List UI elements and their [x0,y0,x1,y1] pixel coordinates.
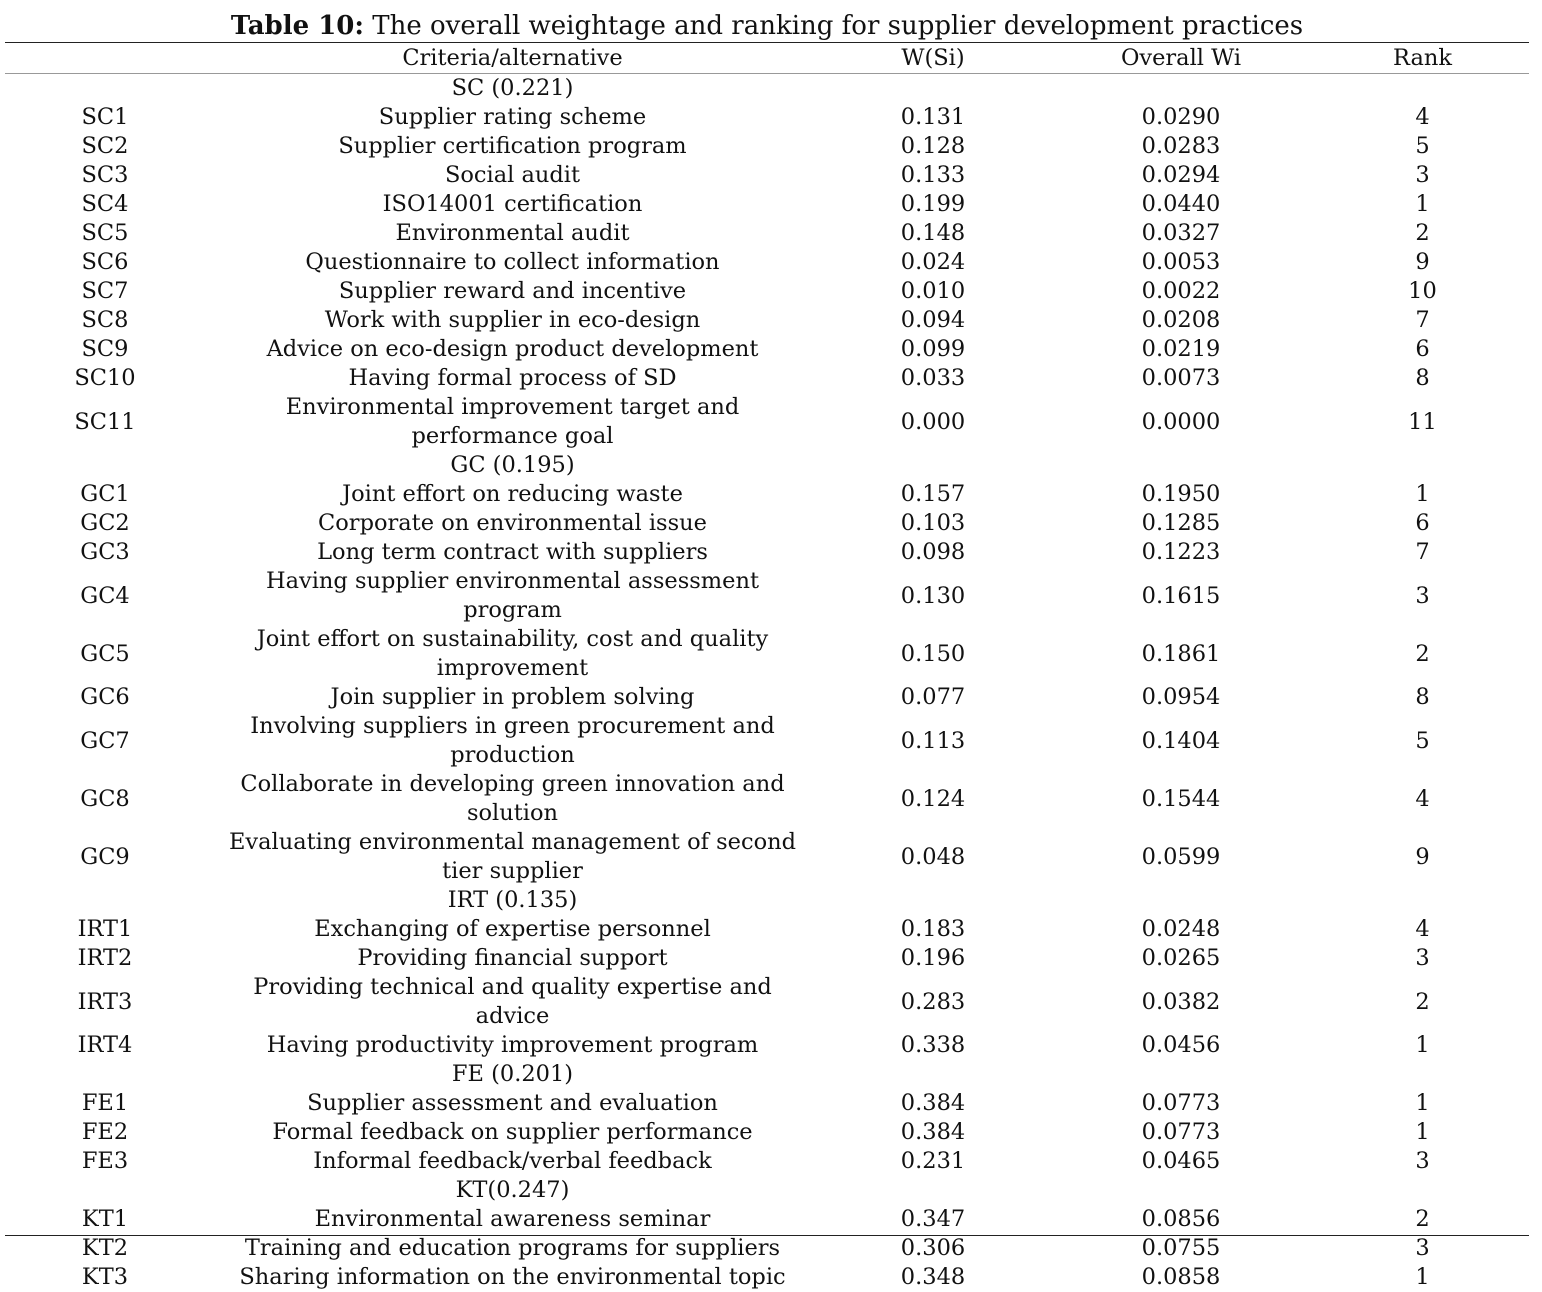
table-row [5,219,1529,248]
header-rank: Rank [1316,44,1529,74]
overall-wi-cell: 0.1404 [1046,712,1316,770]
overall-wi-cell: 0.0382 [1046,973,1316,1031]
rank-cell: 3 [1316,1234,1529,1263]
criteria-cell: Questionnaire to collect information [205,248,820,277]
code-cell: IRT3 [5,973,205,1031]
group-row [5,74,1529,104]
overall-wi-cell: 0.0000 [1046,393,1316,451]
group-code-cell [5,1176,205,1205]
table-row [5,973,1529,1031]
group-wsi-cell [820,74,1046,104]
table-row [5,1234,1529,1263]
table-row [5,306,1529,335]
wsi-cell: 0.124 [820,770,1046,828]
wsi-cell: 0.033 [820,364,1046,393]
code-cell: GC4 [5,567,205,625]
wsi-cell: 0.384 [820,1089,1046,1118]
table-row [5,190,1529,219]
rank-cell: 3 [1316,567,1529,625]
criteria-cell: Joint effort on reducing waste [205,480,820,509]
header-row [5,44,1529,74]
wsi-cell: 0.150 [820,625,1046,683]
overall-wi-cell: 0.1544 [1046,770,1316,828]
wsi-cell: 0.113 [820,712,1046,770]
group-code-cell [5,886,205,915]
criteria-cell: Supplier rating scheme [205,103,820,132]
code-cell: FE1 [5,1089,205,1118]
criteria-cell: ISO14001 certification [205,190,820,219]
wsi-cell: 0.196 [820,944,1046,973]
wsi-cell: 0.133 [820,161,1046,190]
criteria-cell: Having productivity improvement program [205,1031,820,1060]
criteria-cell: Joint effort on sustainability, cost and quality improvement [205,625,820,683]
code-cell: SC7 [5,277,205,306]
table-row [5,1089,1529,1118]
criteria-cell: Evaluating environmental management of second tier supplier [205,828,820,886]
table-row [5,103,1529,132]
group-title: KT(0.247) [205,1176,820,1205]
rank-cell: 1 [1316,1118,1529,1147]
wsi-cell: 0.338 [820,1031,1046,1060]
group-overall-cell [1046,74,1316,104]
table-row [5,915,1529,944]
overall-wi-cell: 0.0856 [1046,1205,1316,1234]
rank-cell: 5 [1316,132,1529,161]
wsi-cell: 0.231 [820,1147,1046,1176]
rank-cell: 4 [1316,770,1529,828]
criteria-cell: Work with supplier in eco-design [205,306,820,335]
code-cell: SC8 [5,306,205,335]
header-wsi: W(Si) [820,44,1046,74]
criteria-cell: Having formal process of SD [205,364,820,393]
rank-cell: 1 [1316,480,1529,509]
wsi-cell: 0.306 [820,1234,1046,1263]
code-cell: IRT2 [5,944,205,973]
overall-wi-cell: 0.0755 [1046,1234,1316,1263]
rank-cell: 9 [1316,248,1529,277]
table-row [5,1147,1529,1176]
criteria-cell: Environmental audit [205,219,820,248]
group-row [5,1176,1529,1205]
overall-wi-cell: 0.0219 [1046,335,1316,364]
wsi-cell: 0.283 [820,973,1046,1031]
overall-wi-cell: 0.0773 [1046,1089,1316,1118]
rank-cell: 7 [1316,306,1529,335]
top-rule [5,42,1529,43]
code-cell: GC7 [5,712,205,770]
rank-cell: 2 [1316,625,1529,683]
table-row [5,277,1529,306]
table-row [5,712,1529,770]
overall-wi-cell: 0.0073 [1046,364,1316,393]
overall-wi-cell: 0.0294 [1046,161,1316,190]
group-rank-cell [1316,1176,1529,1205]
code-cell: FE3 [5,1147,205,1176]
group-wsi-cell [820,1176,1046,1205]
group-wsi-cell [820,451,1046,480]
table-row [5,828,1529,886]
criteria-cell: Long term contract with suppliers [205,538,820,567]
table-row [5,132,1529,161]
criteria-cell: Formal feedback on supplier performance [205,1118,820,1147]
criteria-cell: Social audit [205,161,820,190]
code-cell: GC6 [5,683,205,712]
overall-wi-cell: 0.0022 [1046,277,1316,306]
table-row [5,1263,1529,1292]
wsi-cell: 0.024 [820,248,1046,277]
criteria-cell: Providing financial support [205,944,820,973]
criteria-cell: Informal feedback/verbal feedback [205,1147,820,1176]
table-row [5,770,1529,828]
group-overall-cell [1046,1060,1316,1089]
table-row [5,248,1529,277]
rank-cell: 4 [1316,915,1529,944]
code-cell: SC5 [5,219,205,248]
criteria-cell: Collaborate in developing green innovation and solution [205,770,820,828]
overall-wi-cell: 0.1285 [1046,509,1316,538]
group-title: GC (0.195) [205,451,820,480]
table-caption [0,10,1534,42]
code-cell: SC11 [5,393,205,451]
group-title: FE (0.201) [205,1060,820,1089]
group-overall-cell [1046,451,1316,480]
group-title: SC (0.221) [205,74,820,104]
table-row [5,944,1529,973]
overall-wi-cell: 0.0456 [1046,1031,1316,1060]
rank-cell: 6 [1316,509,1529,538]
wsi-cell: 0.128 [820,132,1046,161]
group-wsi-cell [820,1060,1046,1089]
criteria-cell: Supplier certification program [205,132,820,161]
rank-cell: 11 [1316,393,1529,451]
criteria-cell: Supplier assessment and evaluation [205,1089,820,1118]
rank-cell: 3 [1316,944,1529,973]
rank-cell: 2 [1316,973,1529,1031]
table-body [5,74,1529,1292]
code-cell: SC2 [5,132,205,161]
wsi-cell: 0.000 [820,393,1046,451]
group-rank-cell [1316,1060,1529,1089]
group-code-cell [5,1060,205,1089]
code-cell: KT3 [5,1263,205,1292]
code-cell: SC9 [5,335,205,364]
code-cell: GC3 [5,538,205,567]
code-cell: GC2 [5,509,205,538]
wsi-cell: 0.130 [820,567,1046,625]
wsi-cell: 0.098 [820,538,1046,567]
group-row [5,451,1529,480]
group-rank-cell [1316,886,1529,915]
group-rank-cell [1316,74,1529,104]
wsi-cell: 0.077 [820,683,1046,712]
wsi-cell: 0.183 [820,915,1046,944]
overall-wi-cell: 0.0290 [1046,103,1316,132]
wsi-cell: 0.348 [820,1263,1046,1292]
overall-wi-cell: 0.0465 [1046,1147,1316,1176]
overall-wi-cell: 0.0858 [1046,1263,1316,1292]
code-cell: GC5 [5,625,205,683]
header-overall-wi: Overall Wi [1046,44,1316,74]
overall-wi-cell: 0.0248 [1046,915,1316,944]
wsi-cell: 0.048 [820,828,1046,886]
rank-cell: 6 [1316,335,1529,364]
table-row [5,393,1529,451]
group-code-cell [5,74,205,104]
criteria-cell: Having supplier environmental assessment program [205,567,820,625]
criteria-cell: Training and education programs for suppliers [205,1234,820,1263]
rank-cell: 2 [1316,219,1529,248]
overall-wi-cell: 0.0599 [1046,828,1316,886]
table-row [5,335,1529,364]
header-criteria: Criteria/alternative [205,44,820,74]
code-cell: GC8 [5,770,205,828]
table-row [5,161,1529,190]
criteria-cell: Advice on eco-design product development [205,335,820,364]
overall-wi-cell: 0.0440 [1046,190,1316,219]
overall-wi-cell: 0.0265 [1046,944,1316,973]
overall-wi-cell: 0.1861 [1046,625,1316,683]
group-row [5,1060,1529,1089]
wsi-cell: 0.094 [820,306,1046,335]
overall-wi-cell: 0.1615 [1046,567,1316,625]
code-cell: IRT1 [5,915,205,944]
wsi-cell: 0.131 [820,103,1046,132]
rank-cell: 5 [1316,712,1529,770]
overall-wi-cell: 0.1950 [1046,480,1316,509]
criteria-cell: Sharing information on the environmental topic [205,1263,820,1292]
code-cell: SC10 [5,364,205,393]
table-row [5,364,1529,393]
table-row [5,1205,1529,1234]
code-cell: IRT4 [5,1031,205,1060]
wsi-cell: 0.157 [820,480,1046,509]
wsi-cell: 0.347 [820,1205,1046,1234]
overall-wi-cell: 0.0208 [1046,306,1316,335]
overall-wi-cell: 0.0773 [1046,1118,1316,1147]
table-row [5,509,1529,538]
header-code [5,44,205,74]
table-row [5,538,1529,567]
code-cell: KT1 [5,1205,205,1234]
rank-cell: 3 [1316,1147,1529,1176]
table-title: The overall weightage and ranking for supplier development practices [372,11,1303,41]
rank-cell: 10 [1316,277,1529,306]
group-overall-cell [1046,1176,1316,1205]
rank-cell: 9 [1316,828,1529,886]
code-cell: KT2 [5,1234,205,1263]
code-cell: SC6 [5,248,205,277]
overall-wi-cell: 0.0053 [1046,248,1316,277]
code-cell: GC1 [5,480,205,509]
table-row [5,1118,1529,1147]
wsi-cell: 0.099 [820,335,1046,364]
overall-wi-cell: 0.0954 [1046,683,1316,712]
table-label: Table 10: [231,11,364,41]
rank-cell: 4 [1316,103,1529,132]
rank-cell: 1 [1316,1031,1529,1060]
code-cell: FE2 [5,1118,205,1147]
wsi-cell: 0.148 [820,219,1046,248]
criteria-cell: Providing technical and quality expertise and advice [205,973,820,1031]
wsi-cell: 0.103 [820,509,1046,538]
group-title: IRT (0.135) [205,886,820,915]
overall-wi-cell: 0.0283 [1046,132,1316,161]
group-wsi-cell [820,886,1046,915]
code-cell: GC9 [5,828,205,886]
table-row [5,480,1529,509]
criteria-cell: Join supplier in problem solving [205,683,820,712]
ranking-table [5,44,1529,1292]
group-rank-cell [1316,451,1529,480]
overall-wi-cell: 0.0327 [1046,219,1316,248]
criteria-cell: Exchanging of expertise personnel [205,915,820,944]
criteria-cell: Involving suppliers in green procurement and production [205,712,820,770]
rank-cell: 1 [1316,190,1529,219]
group-code-cell [5,451,205,480]
overall-wi-cell: 0.1223 [1046,538,1316,567]
table-row [5,1031,1529,1060]
table-row [5,625,1529,683]
criteria-cell: Environmental awareness seminar [205,1205,820,1234]
code-cell: SC3 [5,161,205,190]
group-overall-cell [1046,886,1316,915]
group-row [5,886,1529,915]
rank-cell: 8 [1316,364,1529,393]
code-cell: SC1 [5,103,205,132]
table-row [5,683,1529,712]
rank-cell: 3 [1316,161,1529,190]
rank-cell: 1 [1316,1263,1529,1292]
criteria-cell: Environmental improvement target and performance goal [205,393,820,451]
criteria-cell: Supplier reward and incentive [205,277,820,306]
wsi-cell: 0.384 [820,1118,1046,1147]
wsi-cell: 0.199 [820,190,1046,219]
rank-cell: 8 [1316,683,1529,712]
code-cell: SC4 [5,190,205,219]
bottom-rule [5,1235,1529,1236]
rank-cell: 1 [1316,1089,1529,1118]
rank-cell: 7 [1316,538,1529,567]
table-row [5,567,1529,625]
criteria-cell: Corporate on environmental issue [205,509,820,538]
wsi-cell: 0.010 [820,277,1046,306]
rank-cell: 2 [1316,1205,1529,1234]
